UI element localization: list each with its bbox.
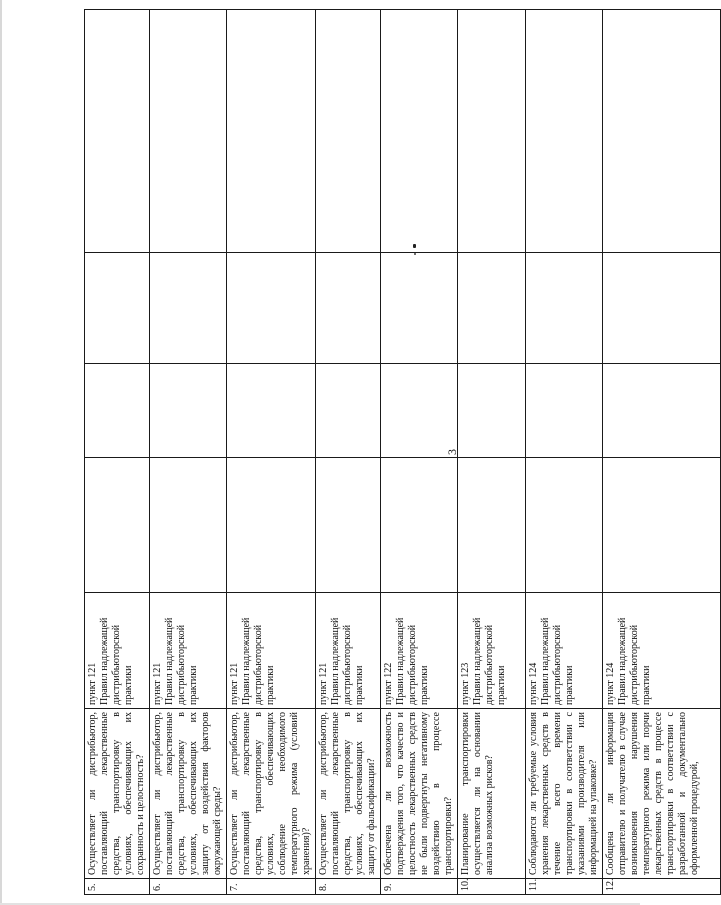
question-text: Соблюдаются ли требуемые условия хранения лекарственных средств в течение всего времени транспортировки в соответствии с указаниями производителя или информацией на упаковке?: [526, 709, 603, 879]
checklist-table-wrapper: [84, 10, 700, 895]
empty-cell: [458, 458, 526, 593]
reference-point: пункт 124: [605, 662, 616, 705]
empty-cell: [603, 253, 721, 364]
table-row: [526, 10, 603, 895]
empty-cell: [526, 10, 603, 253]
table-row: [227, 10, 316, 895]
row-number: 11.: [526, 879, 603, 895]
reference-point: пункт 121: [229, 662, 240, 705]
table-row: [316, 10, 381, 895]
empty-cell: [150, 364, 227, 458]
empty-cell: [381, 458, 458, 593]
reference-point: пункт 121: [318, 662, 329, 705]
table-row: [85, 10, 150, 895]
empty-cell: [85, 10, 150, 253]
reference-rules: Правил надлежащей дистрибьюторской практики: [330, 617, 365, 705]
question-text: Сообщена ли информация отправителю и получателю в случае возникновения нарушения температурного режима или порчи лекарственных средств в процессе транспортировки в соответствии с разработанной и документально оформленной процедурой,: [603, 709, 721, 879]
row-number: 8.: [316, 879, 381, 895]
reference-rules: Правил надлежащей дистрибьюторской практики: [164, 617, 199, 705]
empty-cell: [150, 458, 227, 593]
empty-cell: [526, 458, 603, 593]
empty-cell: [227, 458, 316, 593]
empty-cell: [603, 364, 721, 458]
question-text: Обеспечена ли возможность подтверждения того, что качество и целостность лекарственных средств не были подвергнуты негативному воздействию в процессе транспортировки?: [381, 709, 458, 879]
regulation-reference: [150, 593, 227, 709]
question-text: Планирование транспортировки осуществляется ли на основании анализа возможных рисков?: [458, 709, 526, 879]
empty-cell: [603, 458, 721, 593]
reference-rules: Правил надлежащей дистрибьюторской практики: [395, 617, 430, 705]
row-number: 9.: [381, 879, 458, 895]
empty-cell: [227, 253, 316, 364]
empty-cell: [458, 364, 526, 458]
scan-edge: [0, 0, 2, 905]
empty-cell: [150, 253, 227, 364]
row-number: 10.: [458, 879, 526, 895]
empty-cell: [526, 253, 603, 364]
empty-cell: [227, 10, 316, 253]
empty-cell: [603, 10, 721, 253]
empty-cell: [316, 253, 381, 364]
empty-cell: [316, 458, 381, 593]
empty-cell: [381, 10, 458, 253]
reference-point: пункт 124: [528, 662, 539, 705]
empty-cell: [381, 364, 458, 458]
reference-rules: Правил надлежащей дистрибьюторской практики: [99, 617, 134, 705]
reference-rules: Правил надлежащей дистрибьюторской практики: [241, 617, 276, 705]
question-text: Осуществляет ли дистрибьютор, поставляющий лекарственные средства, транспортировку в условиях, обеспечивающих их защиту от фальсификации?: [316, 709, 381, 879]
empty-cell: [85, 253, 150, 364]
checklist-table: [84, 9, 721, 895]
empty-cell: [85, 458, 150, 593]
empty-cell: [458, 253, 526, 364]
table-row: [458, 10, 526, 895]
reference-point: пункт 123: [460, 662, 471, 705]
regulation-reference: [85, 593, 150, 709]
empty-cell: [316, 364, 381, 458]
regulation-reference: [603, 593, 721, 709]
regulation-reference: [227, 593, 316, 709]
empty-cell: [150, 10, 227, 253]
table-row: [150, 10, 227, 895]
regulation-reference: [381, 593, 458, 709]
empty-cell: [316, 10, 381, 253]
row-number: 7.: [227, 879, 316, 895]
regulation-reference: [316, 593, 381, 709]
row-number: 5.: [85, 879, 150, 895]
empty-cell: [526, 364, 603, 458]
empty-cell: [458, 10, 526, 253]
reference-rules: Правил надлежащей дистрибьюторской практики: [617, 617, 652, 705]
reference-rules: Правил надлежащей дистрибьюторской практики: [472, 617, 507, 705]
reference-point: пункт 122: [383, 662, 394, 705]
table-row: [381, 10, 458, 895]
regulation-reference: [458, 593, 526, 709]
question-text: Осуществляет ли дистрибьютор, поставляющий лекарственные средства, транспортировку в условиях, обеспечивающих их защиту от воздействия факторов окружающей среды?: [150, 709, 227, 879]
question-text: Осуществляет ли дистрибьютор, поставляющий лекарственные средства, транспортировку в условиях, обеспечивающих их сохранность и целостность?: [85, 709, 150, 879]
empty-cell: [227, 364, 316, 458]
reference-point: пункт 121: [87, 662, 98, 705]
empty-cell: [85, 364, 150, 458]
reference-point: пункт 121: [152, 662, 163, 705]
row-number: 12.: [603, 879, 721, 895]
question-text: Осуществляет ли дистрибьютор, поставляющий лекарственные средства, транспортировку в условиях, обеспечивающих соблюдение необходимого температурного режима (условий хранения)?: [227, 709, 316, 879]
regulation-reference: [526, 593, 603, 709]
table-row: [603, 10, 721, 895]
row-number: 6.: [150, 879, 227, 895]
reference-rules: Правил надлежащей дистрибьюторской практики: [540, 617, 575, 705]
page-number: 3: [445, 449, 459, 455]
empty-cell: [381, 253, 458, 364]
